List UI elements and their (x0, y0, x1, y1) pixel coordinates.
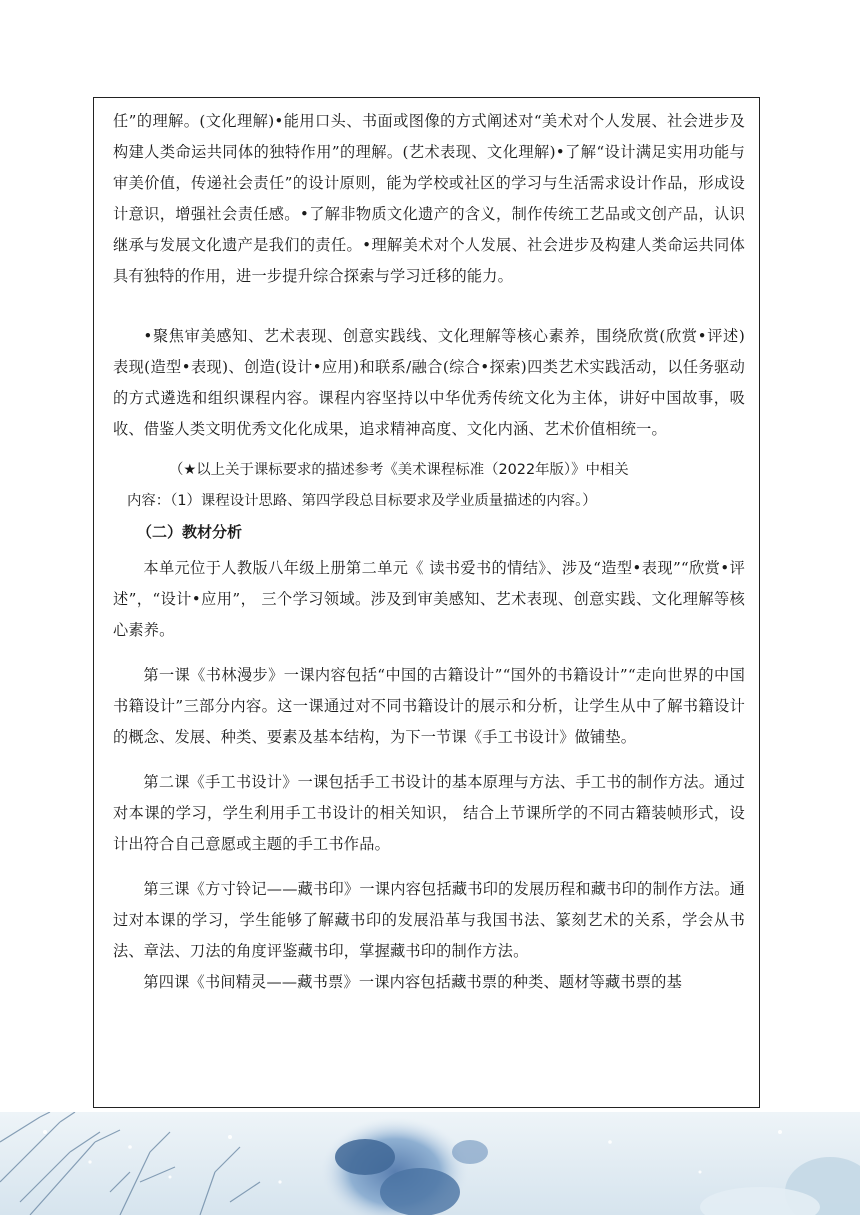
paragraph-standards-2: •聚焦审美感知、艺术表现、创意实践线、文化理解等核心素养，围绕欣赏(欣赏•评述) 表现(造型•表现)、创造(设计•应用)和联系/融合(综合•探索)四类艺术实践活动，以任务驱动的方式遴选和组织课程内容。课程内容坚持以中华优秀传统文化为主体，讲好中国故事，吸收、借鉴人类文明优秀文化化成果，追求精神高度、文化内涵、艺术价值相统一。 (113, 327, 745, 438)
section-heading: （二）教材分析 (137, 523, 243, 541)
paragraph-lesson-3: 第三课《方寸铃记——藏书印》一课内容包括藏书印的发展历程和藏书印的制作方法。通过对本课的学习，学生能够了解藏书印的发展沿革与我国书法、篆刻艺术的关系，学会从书法、章法、刀法的角度评鉴藏书印，掌握藏书印的制作方法。 (113, 880, 745, 960)
decorative-winter-illustration (0, 1112, 860, 1215)
paragraph-lesson-1: 第一课《书林漫步》一课内容包括“中国的古籍设计”“国外的书籍设计”“走向世界的中国书籍设计”三部分内容。这一课通过对不同书籍设计的展示和分析，让学生从中了解书籍设计的概念、发展、种类、要素及基本结构，为下一节课《手工书设计》做铺垫。 (113, 666, 745, 746)
paragraph-lesson-2: 第二课《手工书设计》一课包括手工书设计的基本原理与方法、手工书的制作方法。通过对本课的学习，学生利用手工书设计的相关知识， 结合上节课所学的不同古籍装帧形式，设计出符合自己意愿或主题的手工书作品。 (113, 773, 745, 853)
reference-note-line-1: （★以上关于课标要求的描述参考《美术课程标准（2022年版）》中相关 (169, 462, 629, 478)
paragraph-lesson-4: 第四课《书间精灵——藏书票》一课内容包括藏书票的种类、题材等藏书票的基 (143, 973, 682, 991)
reference-note (113, 455, 745, 517)
reference-note-line-2: 内容：（1）课程设计思路、第四学段总目标要求及学业质量描述的内容。） (127, 493, 597, 509)
document-frame (93, 97, 760, 1108)
paragraph-unit-overview: 本单元位于人教版八年级上册第二单元《 读书爱书的情结》、涉及“造型•表现”“欣赏•评述”，“设计•应用”， 三个学习领域。涉及到审美感知、艺术表现、创意实践、文化理解等核心素养。 (113, 559, 745, 639)
paragraph-standards-1: 任”的理解。(文化理解)•能用口头、书面或图像的方式阐述对“美术对个人发展、社会进步及构建人类命运共同体的独特作用”的理解。(艺术表现、文化理解)•了解“设计满足实用功能与审美价值，传递社会责任”的设计原则，能为学校或社区的学习与生活需求设计作品，形成设计意识，增强社会责任感。•了解非物质文化遗产的含义，制作传统工艺品或文创产品，认识继承与发展文化遗产是我们的责任。•理解美术对个人发展、社会进步及构建人类命运共同体具有独特的作用，进一步提升综合探索与学习迁移的能力。 (113, 112, 745, 285)
